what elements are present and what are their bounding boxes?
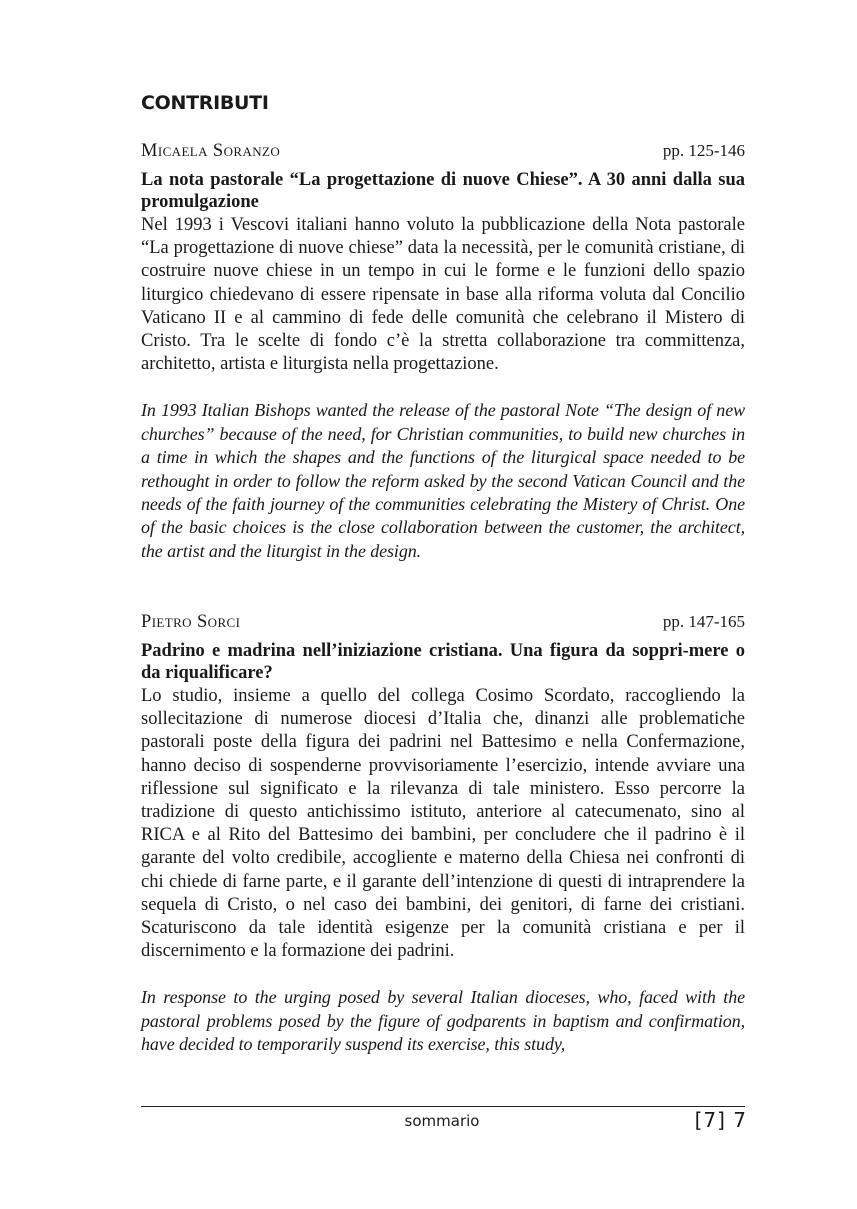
article-header [141, 612, 745, 638]
footer-divider [141, 1106, 745, 1107]
footer-label: sommario [404, 1112, 480, 1130]
page-range: pp. 147-165 [662, 612, 745, 631]
article-title: Padrino e madrina nell’iniziazione cristiana. Una figura da soppri-mere o da riqualificare? [141, 641, 745, 683]
author-name: Pietro Sorci [141, 612, 241, 632]
section-title: CONTRIBUTI [141, 92, 269, 114]
article-header [141, 141, 745, 167]
abstract-italian: Lo studio, insieme a quello del collega Cosimo Scordato, raccogliendo la sollecitazione di numerose diocesi d’Italia che, dinanzi alle problematiche pastorali poste della figura dei padrini nel Battesimo e nella Confermazione, hanno deciso di sospenderne provvisoriamente l’esercizio, intende avviare una riflessione sul significato e la rilevanza di tale ministero. Esso percorre la tradizione di questo antichissimo istituto, anteriore al catecumenato, sino al RICA e al Rito del Battesimo dei bambini, per concludere che il padrino è il garante del volto credibile, accogliente e materno della Chiesa nei confronti di chi chiede di farne parte, e il garante dell’intenzione di questi di intraprendere la sequela di Cristo, o nel caso dei bambini, dei genitori, di farne dei cristiani. Scaturiscono da tale identità esigenze per la comunità cristiana e per il discernimento e la formazione dei padrini. [141, 686, 745, 962]
article-entry [141, 612, 745, 1057]
article-entry [141, 141, 745, 563]
abstract-italian: Nel 1993 i Vescovi italiani hanno voluto la pubblicazione della Nota pastorale “La progettazione di nuove chiese” data la necessità, per le comunità cristiane, di costruire nuove chiese in un tempo in cui le forme e le funzioni dello spazio liturgico chiedevano di essere ripensate in base alla riforma voluta dal Concilio Vaticano II e al cammino di fede delle comunità che celebrano il Mistero di Cristo. Tra le scelte di fondo c’è la stretta collaborazione tra committenza, architetto, artista e liturgista nella progettazione. [141, 215, 745, 375]
abstract-english: In 1993 Italian Bishops wanted the release of the pastoral Note “The design of new churches” because of the need, for Christian communities, to build new churches in a time in which the shapes and the functions of the liturgical space needed to be rethought in order to follow the reform asked by the second Vatican Council and the needs of the faith journey of the communities celebrating the Mistery of Christ. One of the basic choices is the close collaboration between the customer, the architect, the artist and the liturgist in the design. [141, 400, 745, 561]
author-name: Micaela Soranzo [141, 141, 281, 161]
page-number: [7] 7 [694, 1108, 747, 1132]
article-title: La nota pastorale “La progettazione di nuove Chiese”. A 30 anni dalla sua promulgazione [141, 170, 745, 212]
page-range: pp. 125-146 [662, 141, 745, 160]
abstract-english: In response to the urging posed by several Italian dioceses, who, faced with the pastoral problems posed by the figure of godparents in baptism and confirmation, have decided to temporarily suspend its exercise, this study, [141, 987, 745, 1055]
